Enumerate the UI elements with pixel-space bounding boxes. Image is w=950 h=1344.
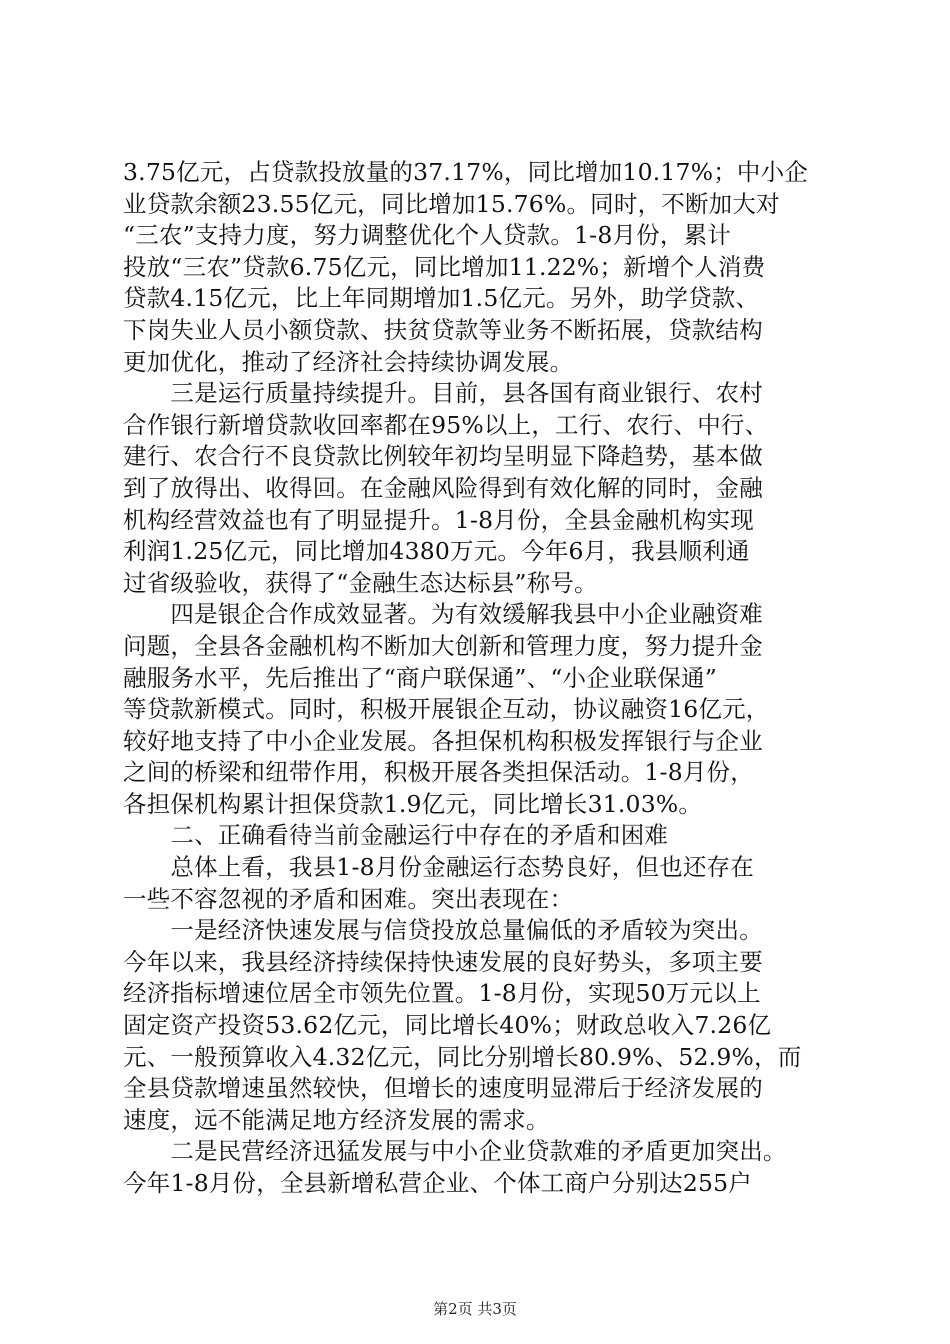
text-line: 之间的桥梁和纽带作用，积极开展各类担保活动。1-8月份， [123, 758, 754, 787]
text-line: 三是运行质量持续提升。目前，县各国有商业银行、农村 [123, 379, 763, 408]
text-line: 建行、农合行不良贷款比例较年初均呈明显下降趋势，基本做 [123, 442, 763, 471]
text-line: 到了放得出、收得回。在金融风险得到有效化解的同时，金融 [123, 473, 763, 502]
text-line: 一是经济快速发展与信贷投放总量偏低的矛盾较为突出。 [123, 916, 763, 945]
text-line: 3.75亿元，占贷款投放量的37.17%，同比增加10.17%；中小企 [123, 158, 809, 186]
text-line: 全县贷款增速虽然较快，但增长的速度明显滞后于经济发展的 [123, 1074, 763, 1103]
page-number-footer: 第2页 共3页 [433, 1300, 517, 1318]
text-line: 总体上看，我县1-8月份金融运行态势良好，但也还存在 [123, 853, 754, 882]
text-line: 速度，远不能满足地方经济发展的需求。 [123, 1105, 550, 1134]
text-line: 四是银企合作成效显著。为有效缓解我县中小企业融资难 [123, 600, 763, 629]
text-line: 今年以来，我县经济持续保持快速发展的良好势头，多项主要 [123, 947, 763, 976]
text-line: 贷款4.15亿元，比上年同期增加1.5亿元。另外，助学贷款、 [123, 284, 760, 313]
text-line: 较好地支持了中小企业发展。各担保机构积极发挥银行与企业 [123, 726, 763, 755]
text-line: 一些不容忽视的矛盾和困难。突出表现在： [123, 884, 574, 913]
text-line: 机构经营效益也有了明显提升。1-8月份，全县金融机构实现 [123, 505, 754, 534]
text-line: 下岗失业人员小额贷款、扶贫贷款等业务不断拓展，贷款结构 [123, 315, 763, 344]
text-line: 融服务水平，先后推出了“商户联保通”、“小企业联保通” [123, 663, 717, 692]
text-line: 固定资产投资53.62亿元，同比增长40%；财政总收入7.26亿 [123, 1011, 772, 1040]
text-line: 等贷款新模式。同时，积极开展银企互动，协议融资16亿元， [123, 695, 770, 724]
text-line: 各担保机构累计担保贷款1.9亿元，同比增长31.03%。 [123, 789, 703, 818]
text-line: 经济指标增速位居全市领先位置。1-8月份，实现50万元以上 [123, 979, 761, 1008]
section-heading: 二、正确看待当前金融运行中存在的矛盾和困难 [123, 821, 669, 850]
text-line: 更加优化，推动了经济社会持续协调发展。 [123, 347, 574, 376]
text-line: 二是民营经济迅猛发展与中小企业贷款难的矛盾更加突出。 [123, 1137, 787, 1166]
text-line: 合作银行新增贷款收回率都在95%以上，工行、农行、中行、 [123, 410, 769, 439]
text-line: 元、一般预算收入4.32亿元，同比分别增长80.9%、52.9%，而 [123, 1042, 802, 1071]
text-line: 过省级验收，获得了“金融生态达标县”称号。 [123, 568, 598, 597]
text-line: 业贷款余额23.55亿元，同比增加15.76%。同时，不断加大对 [123, 189, 780, 218]
text-line: 利润1.25亿元，同比增加4380万元。今年6月，我县顺利通 [123, 537, 750, 566]
text-line: “三农”支持力度，努力调整优化个人贷款。1-8月份，累计 [123, 221, 731, 250]
text-line: 投放“三农”贷款6.75亿元，同比增加11.22%；新增个人消费 [123, 252, 766, 281]
text-line: 问题，全县各金融机构不断加大创新和管理力度，努力提升金 [123, 631, 763, 660]
text-line: 今年1-8月份，全县新增私营企业、个体工商户分别达255户 [123, 1169, 752, 1197]
body-text [123, 157, 837, 1200]
